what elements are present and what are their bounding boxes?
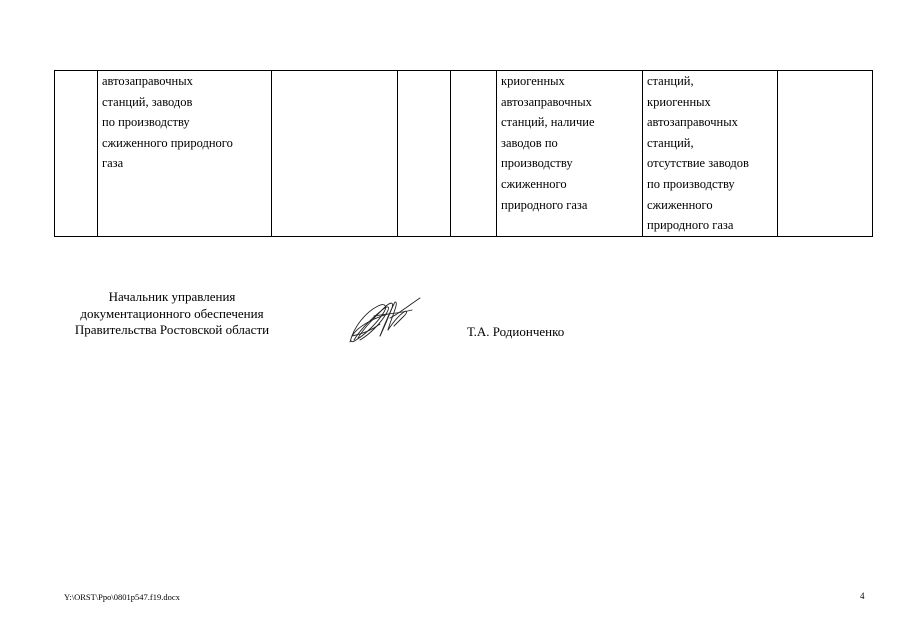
table-cell-7: станций, криогенных автозаправочных станций, отсутствие заводов по производству сжиженного природного газа — [643, 71, 778, 237]
table-cell-8 — [778, 71, 873, 237]
table-cell-4 — [398, 71, 451, 237]
table-cell-1 — [55, 71, 98, 237]
signer-position — [56, 289, 288, 339]
table-row — [55, 71, 873, 237]
table-cell-5 — [451, 71, 497, 237]
table-cell-2: автозаправочных станций, заводов по производству сжиженного природного газа — [98, 71, 272, 237]
signer-position-line: документационного обеспечения — [80, 305, 264, 321]
data-table — [54, 70, 873, 237]
table-cell-6: криогенных автозаправочных станций, наличие заводов по производству сжиженного природного газа — [497, 71, 643, 237]
signer-position-line: Правительства Ростовской области — [74, 322, 270, 337]
handwritten-signature — [344, 296, 424, 348]
signer-name: Т.А. Родионченко — [467, 324, 565, 339]
signer-position-line: Начальник управления — [108, 289, 236, 304]
page-number: 4 — [860, 591, 865, 601]
footer-file-path: Y:\ORST\Ppo\0801p547.f19.docx — [64, 592, 180, 602]
table-cell-3 — [272, 71, 398, 237]
